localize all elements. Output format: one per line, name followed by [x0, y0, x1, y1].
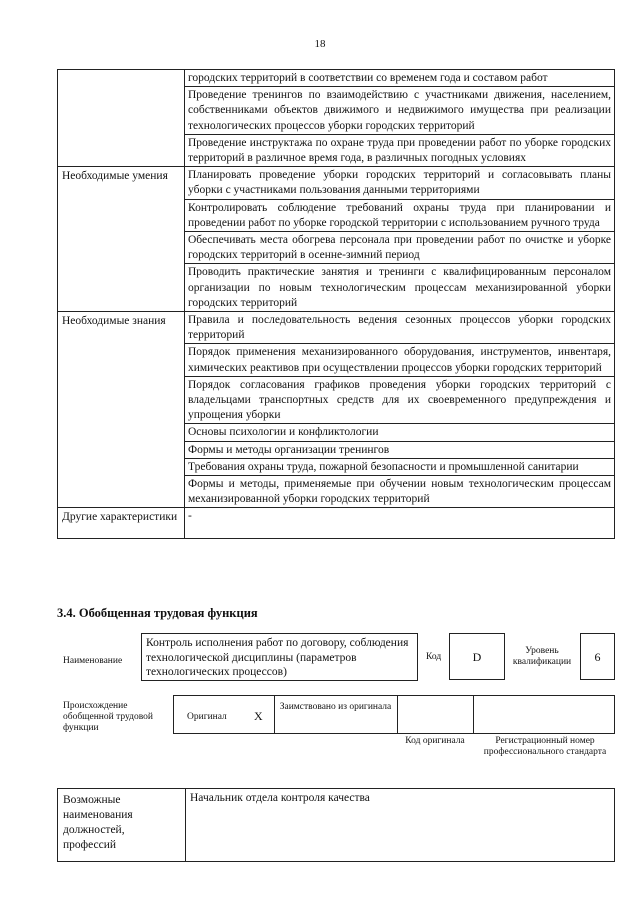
borrowed-label: Заимствовано из оригинала: [279, 702, 392, 712]
function-name-box: Контроль исполнения работ по договору, соблюдения технологической дисциплины (параметров технологических процессов): [141, 633, 418, 681]
code-label: Код: [426, 652, 442, 662]
level-label: Уровень квалификации: [512, 646, 572, 667]
divider: [274, 695, 275, 734]
knowledge-item: Требования охраны труда, пожарной безопасности и промышленной санитарии: [185, 458, 615, 475]
continuation-item: Проведение тренингов по взаимодействию с участниками движения, населением, собственниками объектов движимого и недвижимого имущества при реализации технологических процессов уборки городских территорий: [185, 87, 615, 135]
table-row: [58, 508, 615, 539]
skills-label: Необходимые умения: [58, 167, 185, 312]
table-row: [58, 167, 615, 199]
name-label: Наименование: [63, 656, 123, 666]
knowledge-item: Основы психологии и конфликтологии: [185, 424, 615, 441]
professions-value: Начальник отдела контроля качества: [186, 789, 615, 862]
skill-item: Обеспечивать места обогрева персонала при проведении работ по очистке и уборке городских территорий в осенне-зимний период: [185, 232, 615, 264]
other-value: -: [185, 508, 615, 539]
knowledge-item: Порядок применения механизированного оборудования, инструментов, инвентаря, химических реактивов при осуществлении процессов уборки городских территорий: [185, 344, 615, 376]
table-row: [58, 789, 615, 862]
knowledge-item: Формы и методы, применяемые при обучении новым технологическим процессам механизированной уборки городских территорий: [185, 476, 615, 508]
divider: [473, 695, 474, 734]
labor-function-table: [57, 69, 615, 539]
continuation-item: городских территорий в соответствии со временем года и составом работ: [185, 70, 615, 87]
origin-label: Происхождение обобщенной трудовой функции: [63, 701, 153, 733]
original-label: Оригинал: [187, 712, 227, 722]
skill-item: Контролировать соблюдение требований охраны труда при планировании и проведении работ по уборке городской территории с использованием ручного труда: [185, 199, 615, 231]
original-mark: X: [254, 709, 263, 723]
professions-label: Возможные наименования должностей, профессий: [58, 789, 186, 862]
regnum-caption: Регистрационный номер профессионального стандарта: [483, 736, 607, 757]
continuation-item: Проведение инструктажа по охране труда при проведении работ по уборке городских территорий в различное время года, в различных погодных условиях: [185, 134, 615, 166]
page-number: 18: [314, 38, 326, 50]
professions-table: [57, 788, 615, 862]
empty-label-cell: [58, 70, 185, 167]
other-label: Другие характеристики: [58, 508, 185, 539]
level-value-box: 6: [580, 633, 615, 680]
knowledge-item: Порядок согласования графиков проведения уборки городских территорий с владельцами транспортных средств для их своевременного предупреждения и упрощения уборки: [185, 376, 615, 424]
origin-box: [173, 695, 615, 734]
knowledge-item: Формы и методы организации тренингов: [185, 441, 615, 458]
code-original-caption: Код оригинала: [405, 736, 465, 746]
code-value-box: D: [449, 633, 505, 680]
skill-item: Проводить практические занятия и тренинги с квалифицированным персоналом организации по новым технологическим процессам механизированной уборки городских территорий: [185, 264, 615, 312]
section-title: 3.4. Обобщенная трудовая функция: [57, 606, 258, 620]
knowledge-label: Необходимые знания: [58, 312, 185, 508]
divider: [397, 695, 398, 734]
table-row: [58, 70, 615, 87]
table-row: [58, 312, 615, 344]
skill-item: Планировать проведение уборки городских территорий и согласовывать планы уборки с участниками пользования данными территориями: [185, 167, 615, 199]
knowledge-item: Правила и последовательность ведения сезонных процессов уборки городских территорий: [185, 312, 615, 344]
